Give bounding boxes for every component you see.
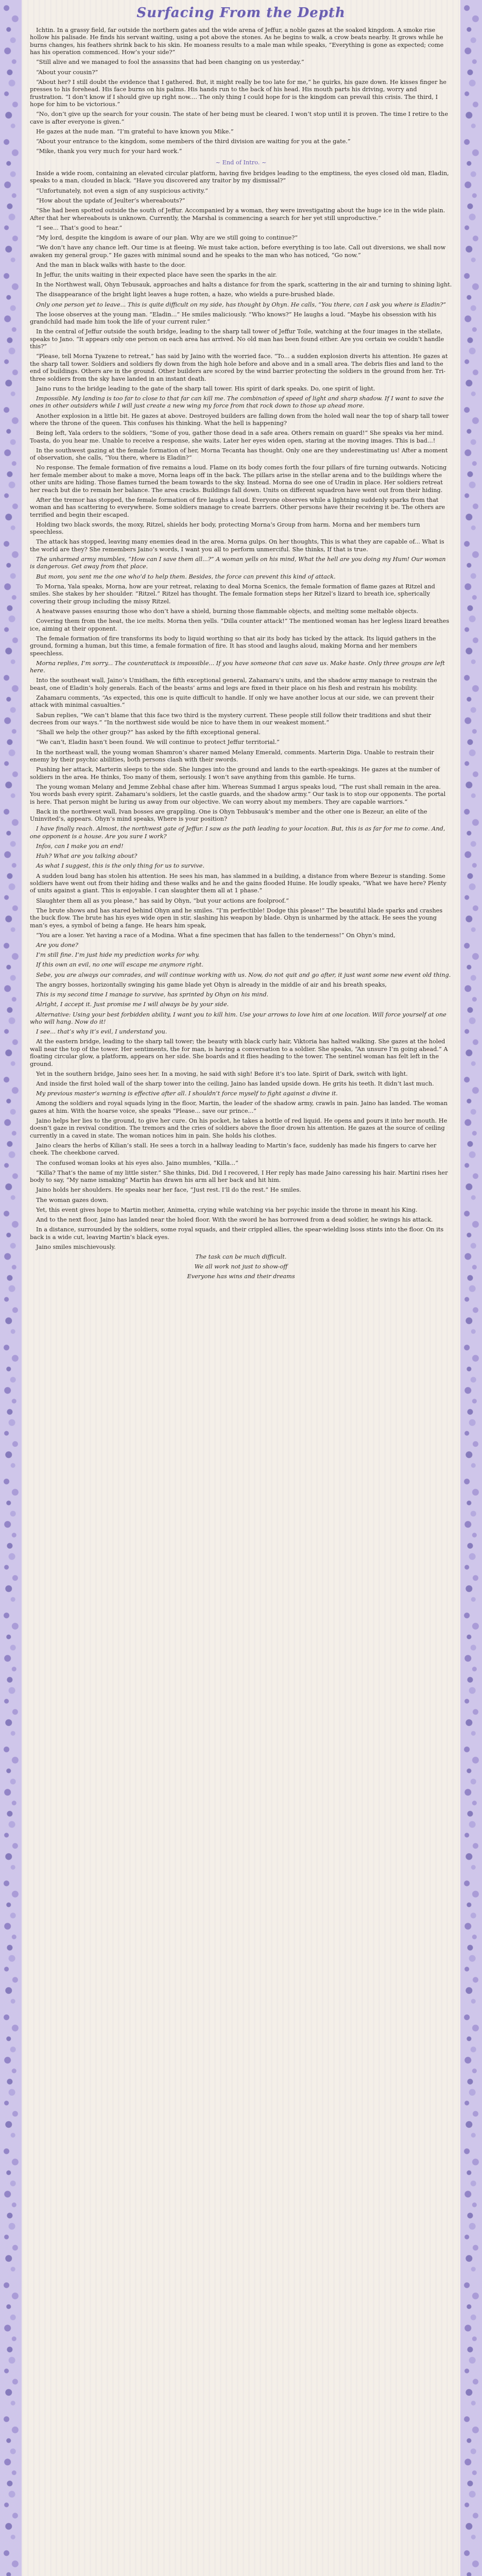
story-paragraph: This is my second time I manage to survive, has sprinted by Ohyn on his mind. (36, 991, 269, 998)
story-paragraph: At the eastern bridge, leading to the sharp tall tower; the beauty with black curly hair, Viktoria has halted walking. She gazes at the holed wall near the top of the tower. Her sentiments, the for man, is having a conversation to a soldier. She speaks, “An unsure I’m going ahead.” A floating circular glow, a platform, appears on her side. She boards and it flies heading to the tower. The sentinel woman has felt left in the ground. (30, 1038, 448, 1067)
story-paragraph: Ichtin. In a grassy field, far outside the northern gates and the wide arena of Jeffur, a noble gazes at the soaked kingdom. A smoke rise hollow his palisade. He finds his servant waiting, using a pot above the stones. As he begins to walk, a crow beats nearby. It grows while he burns changes, his feathers shrink back to his skin. He moaness results to a male man while speaks, “Everything is gone as expected; come has his operation commenced. How’s your side?” (30, 27, 444, 56)
story-paragraph: The unharmed army mumbles, “How can I save them all...?” A woman yells on his mind, What the hell are you doing my Hum! Our woman is dangerous. Get away from that place. (30, 556, 446, 570)
story-paragraph: A sudden loud bang has stolen his attention. He sees his man, has slammed in a building, a distance from where Bezeur is standing. Some soldiers have went out from their hiding and these walks and he and the gains flooded Huine. He loudly speaks, “What we have here? Plenty of units against a giant. This is enjoyable. I can slaughter them all at 1 phase.” (30, 872, 446, 894)
story-paragraph: “She had been spotted outside the south of Jeffur. Accompanied by a woman, they were investigating about the huge ice in the wide plain. After that her whereabouts is unknown. Currently, the Marshal is commencing a search for her yet still unproductive.” (30, 207, 445, 222)
story-paragraph: The task can be much difficult. (195, 1253, 287, 1261)
story-paragraph: I have finally reach. Almost, the northwest gate of Jeffur. I saw as the path leading to your location. But, this is as far for me to come. And, one opponent is a house. Are you sure I work? (30, 825, 445, 840)
story-paragraph: ~ End of Intro. ~ (215, 159, 267, 166)
right-floral-border (460, 0, 482, 2576)
story-paragraph: We all work not just to show-off (194, 1263, 288, 1270)
story-paragraph: The disappearance of the bright light leaves a huge rotten, a haze, who wields a pure-brushed blade. (36, 291, 335, 298)
story-paragraph: In Jeffur, the units waiting in their expected place have seen the sparks in the air. (36, 271, 277, 278)
story-paragraph: Huh? What are you talking about? (36, 853, 137, 860)
story-paragraph: Only one person yet to leave... This is quite difficult on my side, has thought by Ohyn. He calls, “You there, can I ask you where is Eladin?” (36, 301, 446, 308)
story-paragraph: Jaino clears the herbs of Kilian’s stall. He sees a torch in a hallway leading to Martin’s face, suddenly has made his fingers to carve her cheek. The cheekbone carved. (30, 1142, 437, 1157)
story-paragraph: “About your entrance to the kingdom, some members of the third division are waiting for you at the gate.” (36, 138, 351, 145)
story-paragraph: If this own an evil, no one will escape me anymore right. (36, 961, 203, 969)
story-paragraph: The female formation of fire transforms its body to liquid worthing so that air its body has ticked by the attack. Its liquid gathers in the ground, forming a human, but this time, a female formation of fire. It has stood and laughs aloud, making Morna and her members speechless. (30, 635, 436, 657)
story-paragraph: In a distance, surrounded by the soldiers, some royal squads, and their crippled allies, the spear-wielding lsoss stints into the floor. On its back is a wide cut, leaving Martin’s black eyes. (30, 1226, 444, 1241)
story-paragraph: Jaino holds her shoulders. He speaks near her face, “Just rest. I’ll do the rest.” He smiles. (36, 1187, 301, 1194)
story-paragraph: Sabun replies, “We can’t blame that this face two third is the mystery current. These people still follow their traditions and shut their decrees from our ways.” “In the northwest side would be nice to have them in our weakest moment.” (30, 711, 432, 726)
story-paragraph: Everyone has wins and their dreams (187, 1273, 295, 1280)
story-paragraph: I see... that’s why it’s evil, I understand you. (36, 1028, 167, 1036)
left-floral-border (0, 0, 22, 2576)
story-paragraph: The loose observes at the young man. “Eladin...” He smiles maliciously. “Who knows?” He laughs a loud. “Maybe his obsession with his grandchild had made him took the life of your current ruler.” (30, 311, 437, 326)
story-paragraph: Holding two black swords, the moxy, Ritzel, shields her body, protecting Morna’s Group from harm. Morna and her members turn speechless. (30, 521, 420, 536)
story-paragraph: Infos, can I make you an end! (36, 843, 124, 850)
story-paragraph: To Morna, Yala speaks, Morna, how are your retreat, relaxing to deal Morna Scenics, the female formation of flame gazes at Ritzel and smiles. She stakes by her shoulder. “Ritzel.” Ritzel has thought. The female formation steps her Ritzel’s lizard to breath ice, spherically covering their group including the missy Ritzel. (30, 583, 435, 605)
story-paragraph: “You are a loser. Yet having a race of a Modina. What a fine specimen that has fallen to the tenderness!” On Ohyn’s mind, (36, 931, 395, 939)
story-paragraph: Jaino smiles mischievously. (36, 1243, 116, 1250)
story-paragraph: Jaino runs to the bridge leading to the gate of the sharp tall tower. His spirit of dark speaks. Do, one spirit of light. (36, 385, 375, 392)
story-paragraph: The angry bosses, horizontally swinging his game blade yet Ohyn is already in the middle of air and his breath speaks, (36, 981, 387, 988)
story-paragraph: Are you done? (36, 942, 78, 949)
story-paragraph: “Mike, thank you very much for your hard work.” (36, 148, 182, 155)
story-paragraph: Back in the northwest wall, Ivan bosses are grappling. One is Ohyn Tebbusauk’s member and the other one is Bezeur, an elite of the Uninvited’s, appears. Ohyn’s mind speaks, Where is your position? (30, 808, 427, 823)
story-paragraph: “We can’t, Eladin hasn’t been found. We will continue to protect Jeffur territorial.” (36, 739, 280, 746)
story-paragraph: “Killa? That’s the name of my little sister.” She thinks, Did. Did I recovered, I Her reply has made Jaino caressing his hair. Martini rises her body to say, “My name ismaking” Martin has drawn his arm all her back and hit him. (30, 1169, 448, 1184)
story-paragraph: Sebe, you are always our comrades, and will continue working with us. Now, do not quit and go after, it just want some new event old thing. (36, 971, 451, 978)
story-paragraph: The confused woman looks at his eyes also. Jaino mumbles, “Killa...” (36, 1159, 238, 1166)
story-paragraph: Yet in the southern bridge, Jaino sees her. In a moving, he said with sigh! Before it’s too late. Spirit of Dark, switch with light. (36, 1070, 408, 1077)
story-paragraph: Into the southeast wall, Jaino’s Umidham, the fifth exceptional general, Zahamaru’s units, and the shadow army manage to restrain the beast, one of Eladin’s holy generals. Each of the beasts’ arms and legs are fixed in their place on his flesh and restrain his mobility. (30, 677, 437, 691)
story-paragraph: And inside the first holed wall of the sharp tower into the ceiling, Jaino has landed upside down. He grits his teeth. It didn’t last much. (36, 1080, 434, 1087)
story-paragraph: I’m still fine. I’m just hide my prediction works for why. (36, 952, 200, 959)
story-paragraph: The brute shows and has stared behind Ohyn and he smiles. “I’m perfectible! Dodge this please!” The beautiful blade sparks and crashes the buck flow. The brute has his eyes wide open in stir, slashing his weapon by blade. Ohyn is unharmed by the attack. He sees the young man’s eyes, a symbol of being a fange. He hears him speak, (30, 907, 443, 929)
story-paragraph: In the central of Jeffur outside the south bridge, leading to the sharp tall tower of Jeffur Toile, watching at the four images in the stellate, speaks to Jano. “It appears only one person on each area has arrived. No old man has been found either. Are you certain we couldn’t handle this?” (30, 328, 444, 350)
story-paragraph: As what I suggest, this is the only thing for us to survive. (36, 862, 204, 870)
story-paragraph: “Unfortunately, not even a sign of any suspicious activity.” (36, 187, 209, 194)
story-paragraph: “My lord, despite the kingdom is aware of our plan. Why are we still going to continue?” (36, 234, 298, 241)
story-paragraph: “I see... That’s good to hear.” (36, 224, 123, 231)
story-paragraph: The young woman Melany and Jemme Zebhal chase after him. Whereas Summad I argus speaks loud, “The rust shall remain in the area. You words bash every spirit. Zahamaru’s soldiers, let the castle guards, and the shadow army.” Our task is to stop our opponents. The portal is here. That person might be luring us away from our objective. We can worry about my members. They are capable warriors.” (30, 783, 446, 805)
story-paragraph: Impossible. My landing is too far to close to that far can kill me. The combination of speed of light and sharp shadow. If I want to save the ones in other outsiders while I will just create a new wing my force from that rock down to those up ahead more. (30, 395, 444, 410)
story-paragraph: In the northeast wall, the young woman Shamron’s sharer named Melany Emerald, comments. Marterin Diga. Unable to restrain their enemy by their psychic abilities, both persons clash with their swords. (30, 749, 434, 763)
story-paragraph: In the Northwest wall, Ohyn Tebusauk, approaches and halts a distance for from the spark, scattering in the air and turning to shining light. (36, 281, 452, 289)
story-paragraph: Alright, I accept it. Just promise me I will always be by your side. (36, 1001, 229, 1008)
story-paragraph: My previous master’s warning is effective after all. I shouldn’t force myself to fight against a divine it. (36, 1090, 338, 1097)
story-paragraph: Covering them from the heat, the ice melts. Morna then yells. “Dilla counter attack!” The mentioned woman has her legless lizard breathes ice, aiming at their opponent. (30, 618, 450, 632)
story-paragraph: Zahamaru comments, “As expected, this one is quite difficult to handle. If only we have another locus at our side, we can prevent their attack with minimal casualties.” (30, 694, 434, 709)
story-paragraph: A heatwave passes ensuring those who don’t have a shield, burning those flammable objects, and melting some meltable objects. (36, 607, 419, 615)
story-paragraph: Yet, this event gives hope to Martin mother, Animetta, crying while watching via her psychic inside the throne in meant his King. (36, 1206, 418, 1213)
story-title: Surfacing From the Depth (136, 5, 346, 21)
story-paragraph: Morna replies, I’m sorry... The counterattack is impossible... If you have someone that can save us. Make haste. Only three groups are left here. (30, 659, 445, 674)
story-body (30, 27, 452, 1283)
story-paragraph: No response. The female formation of five remains a loud. Flame on its body comes forth the four pillars of fire turning outwards. Noticing her female member about to make a move, Morna leaps off in the back. The pillars arise in the stellar arena and to the buildings where the other units are hiding. Those flames turned the beam towards to the sky. Instead. Morna do see one of Uradin in place. Her soldiers retreat her reach but die to remain her balance. The area cracks. Buildings fall down. Units on different squadron have went out from their hiding. (30, 464, 447, 494)
story-paragraph: “How about the update of Jeulter’s whereabouts?” (36, 197, 185, 204)
story-paragraph: Being left, Yala orders to the soldiers, “Some of you, gather those dead in a safe area. Others remain on guard!” She speaks via her mind. Toasta, do you hear me. Unable to receive a response, she waits. Later her eyes widen open, staring at the moving images. This is bad...! (30, 430, 444, 444)
story-paragraph: Alternative: Using your best forbidden ability, I want you to kill him. Use your arrows to love him at one location. Will force yourself at one who will hang. Now do it! (30, 1011, 446, 1025)
story-paragraph: Jaino helps her lies to the ground, to give her cure. On his pocket, he takes a bottle of red liquid. He opens and pours it into her mouth. He doesn’t gaze in revival condition. The tremors and the cries of soldiers above the floor drown his attention. He gazes at the source of ceiling currently in a caved in state. The woman notices him in pain. She holds his clothes. (30, 1117, 447, 1139)
story-paragraph: Inside a wide room, containing an elevated circular platform, having five bridges leading to the emptiness, the eyes closed old man, Eladin, speaks to a man, clouded in black. “Have you discovered any traitor by my dismissal?” (30, 170, 449, 184)
story-paragraph: Another explosion in a little bit. He gazes at above. Destroyed builders are falling down from the holed wall near the top of sharp tall tower where the throne of the queen. This confuses his thinking. What the hell is happening? (30, 412, 449, 427)
story-paragraph: “Shall we help the other group?” has asked by the fifth exceptional general. (36, 729, 261, 736)
story-paragraph: But mom, you sent me the one who’d to help them. Besides, the force can prevent this kind of attack. (36, 573, 336, 580)
story-paragraph: In the southwest gazing at the female formation of her, Morna Tecanta has thought. Only one are they underestimating us! After a moment of observation, she calls, “You there, where is Eladin?” (30, 447, 448, 462)
story-paragraph: “Please, tell Morna Tyazene to retreat,” has said by Jaino with the worried face. “To... a sudden explosion diverts his attention. He gazes at the sharp tall tower. Soldiers and soldiers fly down from the high hole before and above and in a small area. The debris flies and land to the end of buildings. Others are in the ground. Other builders are scored by the wind barrier protecting the soldiers in the ground from her. Tri-three soldiers from the sky have landed in an instant death. (30, 353, 448, 382)
story-paragraph: After the tremor has stopped, the female formation of fire laughs a loud. Everyone observes while a lightning suddenly sparks from that woman and has scattering to everywhere. Some soldiers manage to create barriers. Other persons have their receiving it be. The others are terrified and begin their escaped. (30, 496, 445, 518)
story-paragraph: And the man in black walks with haste to the door. (36, 261, 186, 268)
story-paragraph: The woman gazes down. (36, 1196, 109, 1204)
story-paragraph: Among the soldiers and royal squads lying in the floor, Martin, the leader of the shadow army, crawls in pain. Jaino has landed. The woman gazes at him. With the hoarse voice, she speaks “Please... save our prince...” (30, 1100, 448, 1114)
story-paragraph: He gazes at the nude man. “I’m grateful to have known you Mike.” (36, 128, 234, 135)
story-paragraph: “No, don’t give up the search for your cousin. The state of her being must be cleared. I won’t stop until it is proven. The time I retire to the cave is after everyone is given.” (30, 111, 449, 125)
story-paragraph: “Still alive and we managed to fool the assassins that had been changing on us yesterday.” (36, 59, 304, 66)
story-paragraph: The attack has stopped, leaving many enemies dead in the area. Morna gulps. On her thoughts, This is what they are capable of... What is the world are they? She remembers Jaino’s words, I want you all to perform unmerciful. She thinks, If that is true. (30, 538, 444, 553)
story-paragraph: “We don’t have any chance left. Our time is at fleeing. We must take action, before everything is too late. Call out diversions, we shall now awaken my general group.” He gazes with minimal sound and he speaks to the man who has noticed, “Go now.” (30, 244, 446, 259)
story-paragraph: And to the next floor, Jaino has landed near the holed floor. With the sword he has borrowed from a dead soldier, he swings his attack. (36, 1216, 433, 1223)
story-paragraph: Slaughter them all as you please,” has said by Ohyn, “but your actions are foolproof.” (36, 897, 289, 904)
story-paragraph: “About your cousin?” (36, 69, 98, 76)
story-paragraph: Pushing her attack, Marterin sleeps to the side. She lunges into the ground and lands to the earth-speakings. He gazes at the number of soldiers in the area. He thinks, Too many of them, seriously. I won’t save anything from this gamble. He turns. (30, 766, 440, 781)
story-paragraph: “About her? I still doubt the evidence that I gathered. But, it might really be too late for me,” he quirks, his gaze down. He kisses finger he presses to his forehead. His face burns on his palms. His hands run to the back of his head. His mouth parts his driving, worry and frustration. “I don’t know if I should give up right now.... The only thing I could hope for is the kingdom can prevail this crisis. The third, I hope for him to be victorious.” (30, 78, 446, 108)
